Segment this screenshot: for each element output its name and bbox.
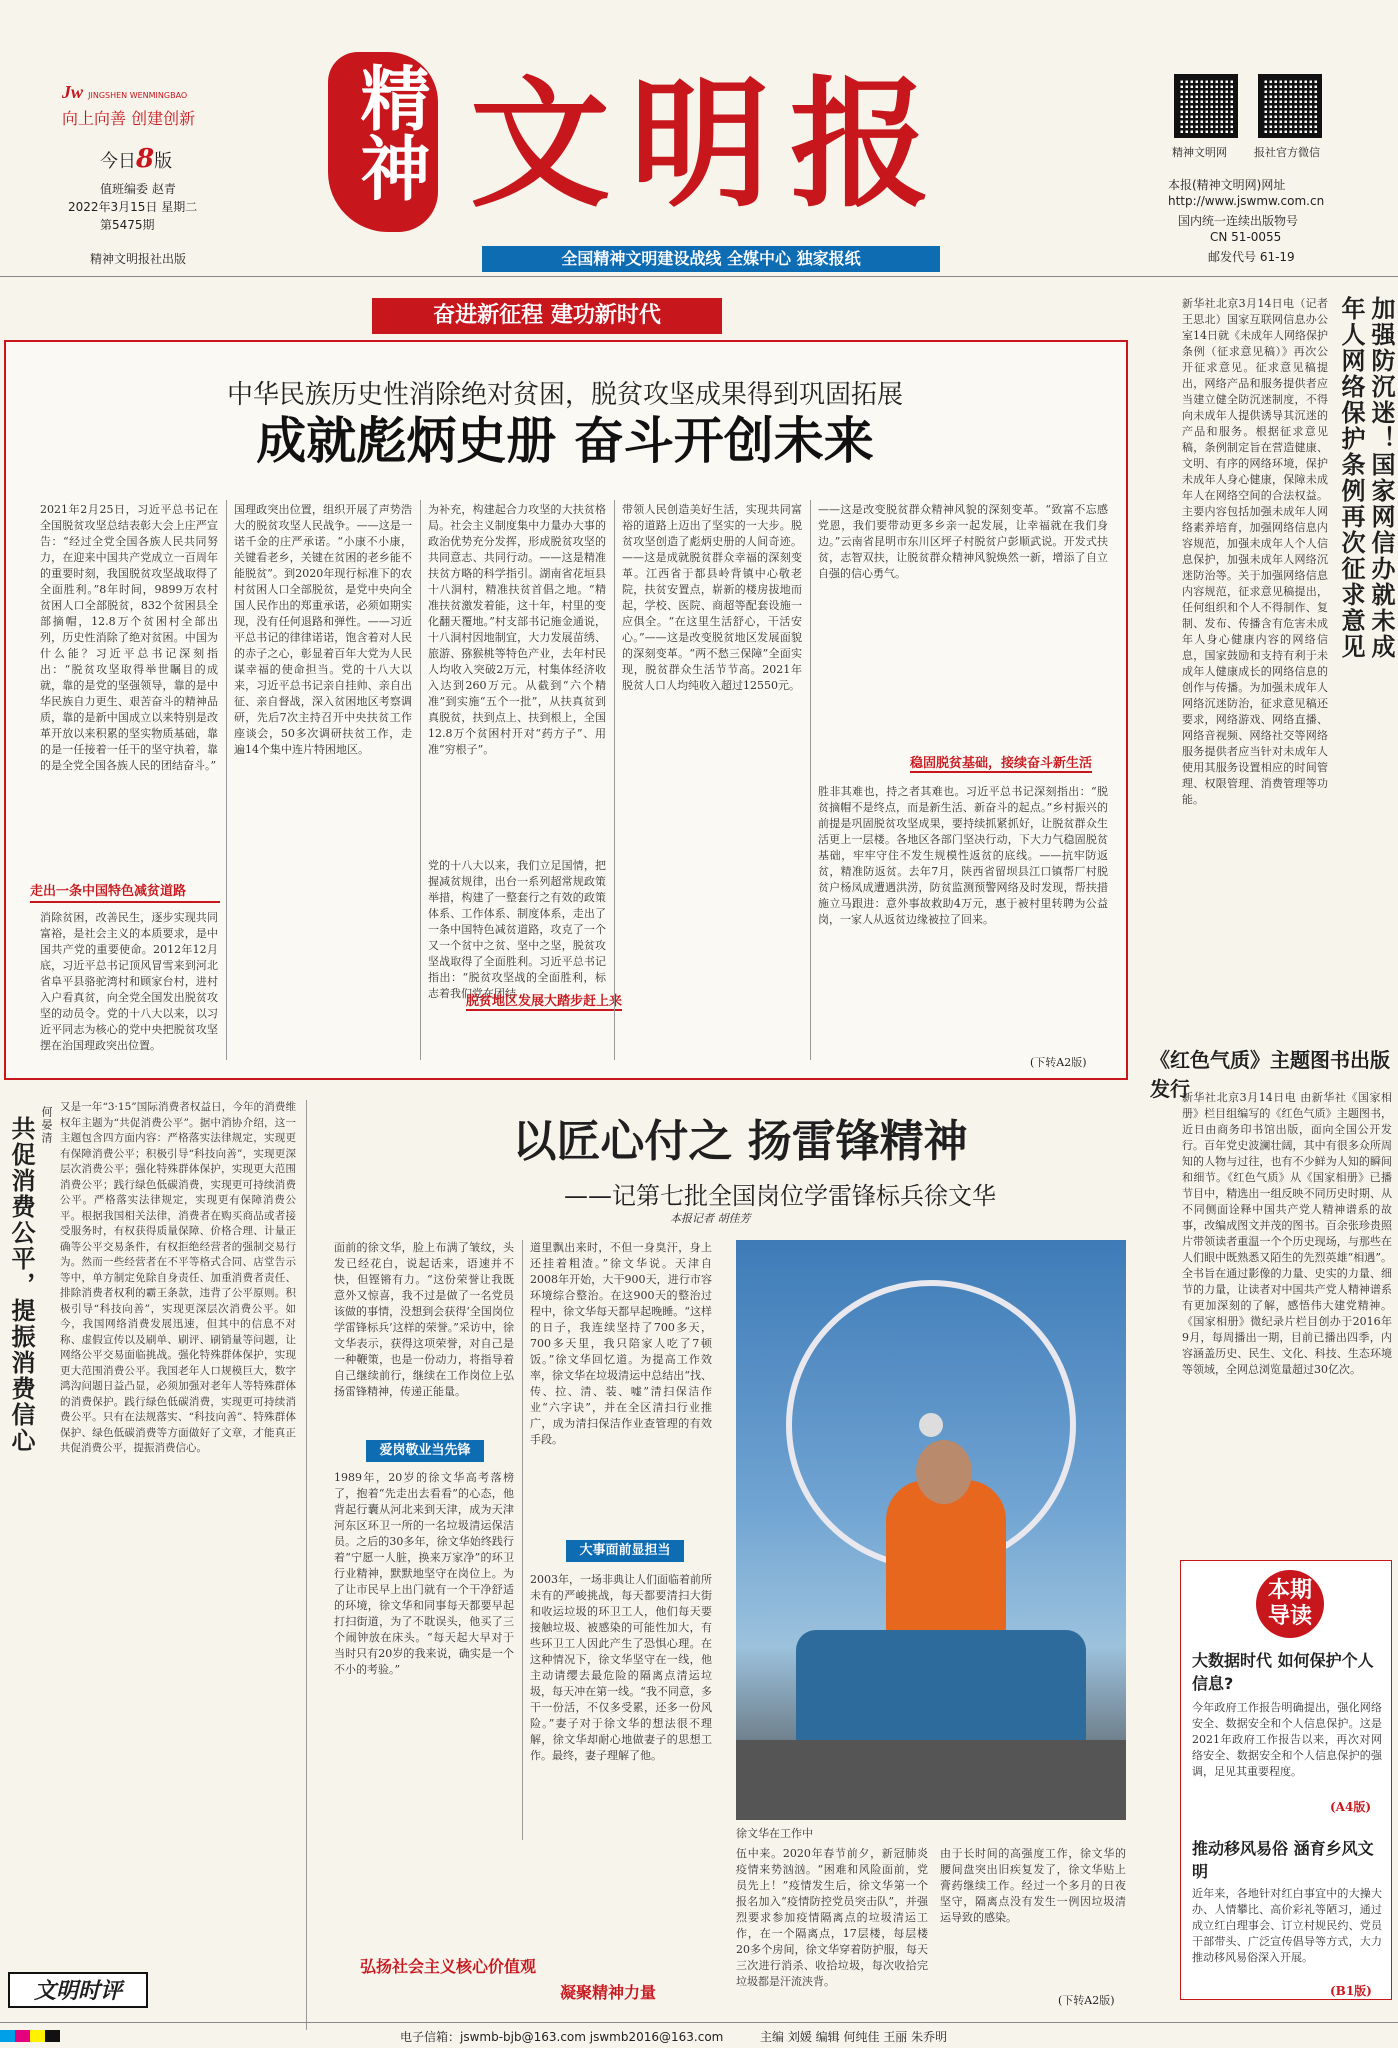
lead-col5: ——这是改变脱贫群众精神风貌的深刻变革。“致富不忘感党恩，我们要带动更多乡亲一起发展，让幸福就在我们身边。”云南省昆明市东川区坪子村脱贫户彭顺武说。开发式扶贫，志智双扶，让脱贫群众精神风貌焕然一新，增添了自立自强的信心勇气。 [818, 503, 1108, 580]
cn-label: 国内统一连续出版物号 [1178, 214, 1299, 228]
lead-col5b: 胜非其难也，持之者其难也。习近平总书记深刻指出：“脱贫摘帽不是终点，而是新生活、新奋斗的起点。”乡村振兴的前提是巩固脱贫攻坚成果，要持续抓紧抓好，让脱贫群众生活更上一层楼。各地区各部门坚决行动，下大力气稳固脱贫基础，牢牢守住不发生规模性返贫的底线。——抗牢防返贫，精准防返贫。去年7月，陕西省留坝县江口镇帮厂村脱贫户杨凤成遭遇洪涝，防贫监测预警网络及时发现，帮扶措施立马跟进：意外事故救助4万元，惠于被村里转聘为公益岗，一家人从返贫边缘被拉了回来。 [818, 785, 1108, 926]
cn-number: CN 51-0055 [1210, 230, 1282, 244]
guide1-text: 今年政府工作报告明确提出，强化网络安全、数据安全和个人信息保护。这是2021年政府工作报告以来，再次对网络安全、数据安全和个人信息保护的强调，足见其重要程度。 [1192, 1701, 1382, 1778]
feature-headline: 以匠心付之 扬雷锋精神 [512, 1116, 968, 1167]
lead-sub-gold: 稳固脱贫基础，接续奋斗新生活 [910, 752, 1092, 773]
ground [736, 1740, 1126, 1820]
lead-sub-dev: 脱贫地区发展大踏步赶上来 [466, 990, 622, 1011]
guide1-title: 大数据时代 如何保护个人信息? [1192, 1651, 1374, 1693]
qr2-label: 报社官方微信 [1254, 146, 1320, 159]
book-text: 新华社北京3月14日电 由新华社《国家相册》栏目组编写的《红色气质》主题图书，近日由商务印书馆出版，面向全国公开发行。百年党史波澜壮阔，其中有很多众所周知的人物与过往，也有不少鲜为人知的瞬间和细节。《红色气质》从《国家相册》已播节目中，精选出一组反映不同历史时期、从不同侧面诠释中国共产党人精神谱系的故事，改编成图文并茂的图书。百余张珍贵照片带领读者重温一个个历史现场，与那些在人们眼中既熟悉又陌生的先烈英雄“相遇”。全书旨在通过影像的力量、史实的力量、细节的力量，让读者对中国共产党人精神谱系有更加深刻的了解，感悟伟大建党精神。《国家相册》微纪录片栏目创办于2016年9月，每周播出一期，目前已播出四季，内容涵盖历史、民生、文化、科技、生态环境等领域，全网总浏览量超过30亿次。 [1182, 1091, 1392, 1376]
right-text: 新华社北京3月14日电（记者 王思北）国家互联网信息办公室14日就《未成年人网络保护条例（征求意见稿）》再次公开征求意见。征求意见稿提出，网络产品和服务提供者应当建立健全防沉迷制度，不得向未成年人提供诱导其沉迷的产品和服务。根据征求意见稿，条例制定旨在营造健康、文明、有序的网络环境，保护未成年人身心健康，保障未成年人在网络空间的合法权益。主要内容包括加强未成年人网络素养培育，加强网络信息内容规范，加强未成年人个人信息保护，加强未成年人网络沉迷防治等。关于加强网络信息内容规范，征求意见稿提出，任何组织和个人不得制作、复制、发布、传播含有危害未成年人身心健康内容的网络信息，国家鼓励和支持有利于未成年人健康成长的网络信息的创作与传播。为加强未成年人网络沉迷防治，征求意见稿还要求，网络游戏、网络直播、网络音视频、网络社交等网络服务提供者应当针对未成年人使用其服务设置相应的时间管理、权限管理、消费管理等功能。 [1182, 297, 1328, 806]
lead-jump: (下转A2版) [1030, 1056, 1087, 1069]
post-code: 邮发代号 61-19 [1208, 250, 1295, 264]
lead-col1: 2021年2月25日，习近平总书记在全国脱贫攻坚总结表彰大会上庄严宣告：“经过全党全国各族人民共同努力，在迎来中国共产党成立一百周年的重要时刻，我国脱贫攻坚战取得了全面胜利。”8年时间，9899万农村贫困人口全部脱贫，832个贫困县全部摘帽，12.8万个贫困村全部出列，历史性消除了绝对贫困。中国为什么能？习近平总书记深刻指出：“脱贫攻坚取得举世瞩目的成就，靠的是党的坚强领导，靠的是中华民族自力更生、艰苦奋斗的精神品质，靠的是新中国成立以来特别是改革开放以来积累的坚实物质基础，靠的是一任接着一任干的坚守执着，靠的是全党全国各族人民的团结奋斗。” [40, 503, 218, 772]
guide-title: 本期导读 [1267, 1578, 1312, 1629]
date: 2022年3月15日 星期二 [68, 200, 198, 214]
footer-slogan-1: 弘扬社会主义核心价值观 [360, 1957, 537, 1976]
title-red: 精神 [349, 62, 432, 202]
commentary-vhead: 共促消费公平，提振消费信心 [7, 1116, 35, 1454]
feature-sub2: 大事面前显担当 [566, 1540, 684, 1562]
masthead [0, 0, 1398, 300]
lead-col1b: 消除贫困，改善民生，逐步实现共同富裕，是社会主义的本质要求，是中国共产党的重要使命。2012年12月底，习近平总书记顶风冒雪来到河北省阜平县骆驼湾村和顾家台村，进村入户看真贫，向全党全国发出脱贫攻坚的动员令。党的十八大以来，以习近平同志为核心的党中央把脱贫攻坚摆在治国理政突出位置。 [40, 911, 218, 1052]
feature-sub1: 爱岗敬业当先锋 [366, 1440, 484, 1462]
issue: 第5475期 [100, 218, 155, 232]
worker-head [916, 1440, 972, 1504]
footer-email: 电子信箱：jswmb-bjb@163.com jswmb2016@163.com [400, 2030, 724, 2044]
feature-col1b: 1989年，20岁的徐文华高考落榜了，抱着“先走出去看看”的心态，他背起行囊从河北来到天津，成为天津河东区环卫一所的一名垃圾清运保洁员。之后的30多年，徐文华始终践行着“宁愿一人脏，换来万家净”的环卫行业精神，默默地坚守在岗位上。为了让市民早上出门就有一个干净舒适的环境，徐文华和同事每天都要早起打扫街道，为了不耽误头，他买了三个闹钟放在床头。“每天起大早对于当时只有20岁的我来说，确实是一个不小的考验。” [334, 1471, 514, 1676]
feature-col2b: 2003年，一场非典让人们面临着前所未有的严峻挑战，每天都要清扫大街和收运垃圾的环卫工人，他们每天要接触垃圾、被感染的可能性加大，有些环卫工人因此产生了恐惧心理。在这种情况下，徐文华坚守在一线，他主动请缨去最危险的隔离点清运垃圾，每天冲在第一线。“我不同意，多干一份活，不仅多受累，还多一份风险。”妻子对于徐文华的想法很不理解，徐文华却耐心地做妻子的思想工作。最终，妻子理解了他。 [530, 1573, 712, 1762]
feature-col3b: 由于长时间的高强度工作，徐文华的腰间盘突出旧疾复发了，徐文华贴上膏药继续工作。经过一个多月的日夜坚守，隔离点没有发生一例因垃圾清运导致的感染。 [940, 1847, 1126, 1924]
feature-jump: (下转A2版) [1058, 1994, 1115, 2007]
guide2-text: 近年来，各地针对红白事宜中的大操大办、人情攀比、高价彩礼等陋习，通过成立红白理事会、订立村规民约、党员干部带头、广泛宣传倡导等方式，大力推动移风易俗深入开展。 [1192, 1887, 1382, 1964]
slogan: 向上向善 创建创新 [62, 109, 196, 128]
section-banner: 奋进新征程 建功新时代 [372, 298, 722, 334]
right-vhead: 加强防沉迷！国家网信办就未成年人网络保护条例再次征求意见 [1337, 296, 1395, 660]
feature-byline: 本报记者 胡佳芳 [670, 1212, 751, 1225]
qr1-label: 精神文明网 [1172, 146, 1227, 159]
feature-col2: 道里飘出来时，不但一身臭汗，身上还挂着粗渣。”徐文华说。天津自2008年开始，大干900天，进行市容环境综合整治。在这900天的整治过程中，徐文华每天都早起晚睡。“这样的日子，我连续坚持了700多天，700多天里，我只陪家人吃了7顿饭。”徐文华回忆道。为提高工作效率，徐文华在垃圾清运中总结出“找、传、拉、清、装、嘘”清扫保洁作业“六字诀”，并在全区清扫行业推广，成为清扫保洁作业查管理的有效手段。 [530, 1241, 712, 1446]
footer-slogan-2: 凝聚精神力量 [560, 1983, 657, 2002]
guide2-page[interactable]: (B1版) [1330, 1984, 1372, 1998]
book-head: 《红色气质》主题图书出版发行 [1150, 1048, 1390, 1101]
commentary-author: 何晏清 [40, 1106, 53, 1145]
blue-band: 全国精神文明建设战线 全媒中心 独家报纸 [482, 246, 940, 272]
guide2-title: 推动移风易俗 涵育乡风文明 [1192, 1839, 1374, 1881]
footer-edit: 主编 刘媛 编辑 何纯佳 王丽 朱乔明 [760, 2030, 948, 2044]
commentary-text: 又是一年“3·15”国际消费者权益日，今年的消费维权年主题为“共促消费公平”。据中消协介绍，这一主题包含四方面内容：严格落实法律规定，实现更有保障消费公平；积极引导“科技向善”，实现更深层次消费公平；强化特殊群体保护，实现更大范围消费公平；践行绿色低碳消费，实现更可持续消费公平。严格落实法律规定，实现更有保障消费公平。根据我国相关法律，消费者在购买商品或者接受服务时，有权获得质量保障、价格合理、计量正确等公平交易条件，有权拒绝经营者的强制交易行为。然而一些经营者在不平等格式合同、店堂告示等中，单方制定免除自身责任、加重消费者责任、排除消费者权利的霸王条款，违背了公平原则。积极引导“科技向善”，实现更深层次消费公平。如今，我国网络消费发展迅速，但其中的信息不对称、虚假宣传以及刷单、刷评、刷销量等问题，让网络公平交易面临挑战。强化特殊群体保护，实现更大范围消费公平。我国老年人口规模巨大，数字鸿沟问题日益凸显，必须加强对老年人等特殊群体的消费保护。践行绿色低碳消费，实现更可持续消费公平。只有在法规落实、“科技向善”、特殊群体保护、绿色低碳消费等方面做好了文章，才能真正共促消费公平，提振消费信心。 [60, 1101, 296, 1454]
logo-small-text: JINGSHEN WENMINGBAO [88, 91, 188, 100]
lead-sub1: 走出一条中国特色减贫道路 [30, 880, 220, 903]
feature-col3: 伍中来。2020年春节前夕，新冠肺炎疫情来势汹汹。“困难和风险面前，党员先上！”疫情发生后，徐文华第一个报名加入“疫情防控党员突击队”，并强烈要求参加疫情隔离点的垃圾清运工作，在一个隔离点，17层楼，每层楼20多个房间，徐文华穿着防护服，每天三次进行消杀、收拾垃圾，每次收拾完垃圾都是汗流浃背。 [736, 1847, 928, 1988]
right-text-2 [1140, 746, 1398, 1076]
site-url[interactable]: http://www.jswmw.com.cn [1168, 194, 1325, 208]
feature-photo [736, 1240, 1126, 1820]
pages-today: 今日8版 [100, 144, 173, 174]
color-bar [0, 2030, 60, 2042]
lead-col4: 带领人民创造美好生活，实现共同富裕的道路上迈出了坚实的一大步。脱贫攻坚创造了彪炳史册的人间奇迹。——这是成就脱贫群众幸福的深刻变革。江西省于都县岭背镇中心敬老院，扶贫安置点，崭新的楼房拔地而起，学校、医院、商超等配套设施一应俱全。“在这里生活舒心，干活安心。”——这是改变脱贫地区发展面貌的深刻变革。“两不愁三保障”全面实现，脱贫群众生活节节高。2021年脱贫人口人均纯收入超过12550元。 [622, 503, 802, 692]
site-note: 本报(精神文明网)网址 [1168, 178, 1286, 192]
feature-subhead: ——记第七批全国岗位学雷锋标兵徐文华 [564, 1182, 996, 1210]
editor: 值班编委 赵青 [100, 182, 176, 196]
logo-small: Jw JINGSHEN WENMINGBAO [62, 82, 188, 102]
wheel-hub [919, 1413, 943, 1437]
title-black: 文明报 [470, 63, 951, 227]
publisher: 精神文明报社出版 [90, 252, 187, 266]
lead-col3: 为补充，构建起合力攻坚的大扶贫格局。社会主义制度集中力量办大事的政治优势充分发挥，形成脱贫攻坚的共同意志、共同行动。——这是精准扶贫方略的科学指引。湖南省花垣县十八洞村，精准扶贫首倡之地。“精准扶贫激发着能，这十年，村里的变化翻天覆地。”村支部书记施金通说，十八洞村因地制宜，大力发展苗绣、旅游、猕猴桃等特色产业，去年村民人均收入突破2万元，村集体经济收入达到260万元。从截到“六个精准”到实施“五个一批”，从扶真贫到真脱贫，扶到点上、扶到根上，全国12.8万个贫困村开对“药方子”、用准“穷根子”。 [428, 503, 606, 756]
qr-code-wechat [1258, 74, 1322, 138]
qr-code-website [1174, 74, 1238, 138]
feature-col1: 面前的徐文华，脸上布满了皱纹，头发已经花白，说起话来，语速并不快，但铿锵有力。“这份荣誉让我既意外又惊喜，我不过是做了一名党员该做的事情，没想到会获得‘全国岗位学雷锋标兵’这样的荣誉。”采访中，徐文华表示，获得这项荣誉，对自己是一种鞭策，也是一份动力，将指导着自己继续前行，继续在工作岗位上弘扬雷锋精神，传递正能量。 [334, 1241, 514, 1398]
lead-col3b: 党的十八大以来，我们立足国情，把握减贫规律，出台一系列超常规政策举措，构建了一整套行之有效的政策体系、工作体系、制度体系，走出了一条中国特色减贫道路，攻克了一个又一个贫中之贫、坚中之坚，脱贫攻坚战取得了全面胜利。习近平总书记指出：“脱贫攻坚战的全面胜利，标志着我们党在团结 [428, 859, 606, 1000]
commentary-badge: 文明时评 [8, 1972, 148, 2008]
lead-subhead: 中华民族历史性消除绝对贫困，脱贫攻坚成果得到巩固拓展 [226, 380, 903, 410]
masthead-rule [0, 276, 1398, 277]
lead-headline: 成就彪炳史册 奋斗开创未来 [256, 412, 874, 470]
guide1-page[interactable]: (A4版) [1330, 1800, 1372, 1814]
feature-photo-caption: 徐文华在工作中 [736, 1827, 813, 1840]
lead-col2: 国理政突出位置，组织开展了声势浩大的脱贫攻坚人民战争。——这是一诺千金的庄严承诺。“小康不小康，关键看老乡，关键在贫困的老乡能不能脱贫”。到2020年现行标准下的农村贫困人口全部脱贫，是党中央向全国人民作出的郑重承诺，必须如期实现，没有任何退路和弹性。——习近平总书记的律律诺诺，饱含着对人民的赤子之心，彰显着百年大党为人民谋幸福的使命担当。党的十八大以来，习近平总书记亲自挂帅、亲自出征、亲自督战，深入贫困地区考察调研，先后7次主持召开中央扶贫工作座谈会，50多次调研扶贫工作，走遍14个集中连片特困地区。 [234, 503, 412, 756]
